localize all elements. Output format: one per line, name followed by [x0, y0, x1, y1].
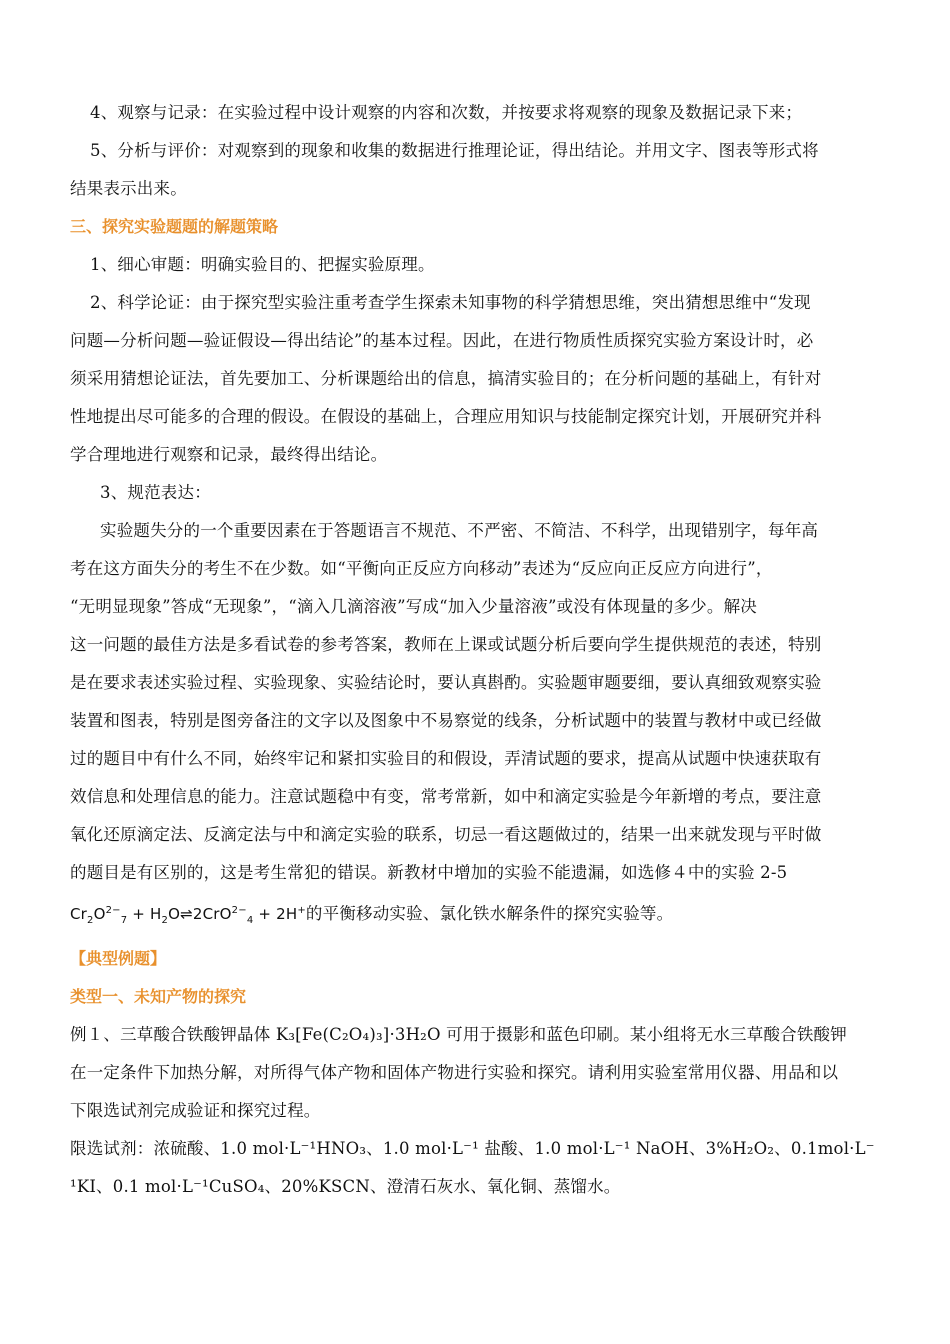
strategy-scientific-argument-line-4: 性地提出尽可能多的合理的假设。在假设的基础上，合理应用知识与技能制定探究计划，开展研究并科	[70, 407, 822, 426]
section-heading-examples: 【典型例题】	[70, 949, 167, 968]
equation-line	[70, 892, 840, 940]
expression-paragraph-line-7: 过的题目中有什么不同，始终牢记和紧扣实验目的和假设，弄清试题的要求，提高从试题中快速获取有	[70, 749, 822, 768]
example-1-line-2: 在一定条件下加热分解，对所得气体产物和固体产物进行实验和探究。请利用实验室常用仪器、用品和以	[70, 1063, 839, 1082]
reagents-line-1: 限选试剂：浓硫酸、1.0 mol·L⁻¹HNO₃、1.0 mol·L⁻¹ 盐酸、1.0 mol·L⁻¹ NaOH、3%H₂O₂、0.1mol·L⁻	[70, 1139, 875, 1158]
expression-paragraph-line-1: 实验题失分的一个重要因素在于答题语言不规范、不严密、不简洁、不科学，出现错别字，每年高	[100, 521, 819, 540]
equation-tail-text: 的平衡移动实验、氯化铁水解条件的探究实验等。	[305, 904, 674, 923]
example-1-line-1: 例１、三草酸合铁酸钾晶体 K₃[Fe(C₂O₄)₃]·3H₂O 可用于摄影和蓝色印刷。某小组将无水三草酸合铁酸钾	[70, 1025, 847, 1044]
expression-paragraph-line-9: 氧化还原滴定法、反滴定法与中和滴定实验的联系，切忌一看这题做过的，结果一出来就发现与平时做	[70, 825, 822, 844]
strategy-scientific-argument-line-3: 须采用猜想论证法，首先要加工、分析课题给出的信息，搞清实验目的；在分析问题的基础上，有针对	[70, 369, 822, 388]
expression-paragraph-line-2: 考在这方面失分的考生不在少数。如“平衡向正反应方向移动”表述为“反应向正反应方向进行”，	[70, 559, 773, 578]
expression-paragraph-line-3: “无明显现象”答成“无现象”，“滴入几滴溶液”写成“加入少量溶液”或没有体现量的多少。解决	[70, 597, 757, 616]
expression-paragraph-line-6: 装置和图表，特别是图旁备注的文字以及图象中不易察觉的线条，分析试题中的装置与教材中或已经做	[70, 711, 822, 730]
expression-paragraph-line-10: 的题目是有区别的，这是考生常犯的错误。新教材中增加的实验不能遗漏，如选修４中的实验 2-5	[70, 863, 788, 882]
reagents-line-2: ¹KI、0.1 mol·L⁻¹CuSO₄、20%KSCN、澄清石灰水、氧化铜、蒸馏水。	[70, 1177, 621, 1196]
document-page	[70, 94, 875, 1206]
strategy-scientific-argument-line-1: 2、科学论证：由于探究型实验注重考查学生探索未知事物的科学猜想思维，突出猜想思维中“发现	[90, 293, 811, 312]
strategy-scientific-argument-line-2: 问题—分析问题—验证假设—得出结论”的基本过程。因此，在进行物质性质探究实验方案设计时，必	[70, 331, 814, 350]
paragraph-analyze-line-1: 5、分析与评价：对观察到的现象和收集的数据进行推理论证，得出结论。并用文字、图表等形式将	[90, 141, 819, 160]
paragraph-analyze-line-2: 结果表示出来。	[70, 179, 187, 198]
expression-paragraph-line-8: 效信息和处理信息的能力。注意试题稳中有变，常考常新，如中和滴定实验是今年新增的考点，要注意	[70, 787, 822, 806]
section-heading-type-1: 类型一、未知产物的探究	[70, 987, 247, 1006]
strategy-scientific-argument-line-5: 学合理地进行观察和记录，最终得出结论。	[70, 445, 388, 464]
strategy-standard-expression: 3、规范表达：	[100, 483, 211, 502]
expression-paragraph-line-4: 这一问题的最佳方法是多看试卷的参考答案，教师在上课或试题分析后要向学生提供规范的表述，特别	[70, 635, 822, 654]
paragraph-observe-record: 4、观察与记录：在实验过程中设计观察的内容和次数，并按要求将观察的现象及数据记录下来；	[90, 103, 803, 122]
section-heading-strategy: 三、探究实验题题的解题策略	[70, 217, 279, 236]
expression-paragraph-line-5: 是在要求表述实验过程、实验现象、实验结论时，要认真斟酌。实验题审题要细，要认真细致观察实验	[70, 673, 822, 692]
strategy-careful-reading: 1、细心审题：明确实验目的、把握实验原理。	[90, 255, 435, 274]
dichromate-equilibrium-equation: $Cr_2O^{2-}_7$ + $H_2O\rightleftharpoons 2CrO^{2-}_4 + 2H^+$	[70, 905, 306, 926]
example-1-line-3: 下限选试剂完成验证和探究过程。	[70, 1101, 321, 1120]
